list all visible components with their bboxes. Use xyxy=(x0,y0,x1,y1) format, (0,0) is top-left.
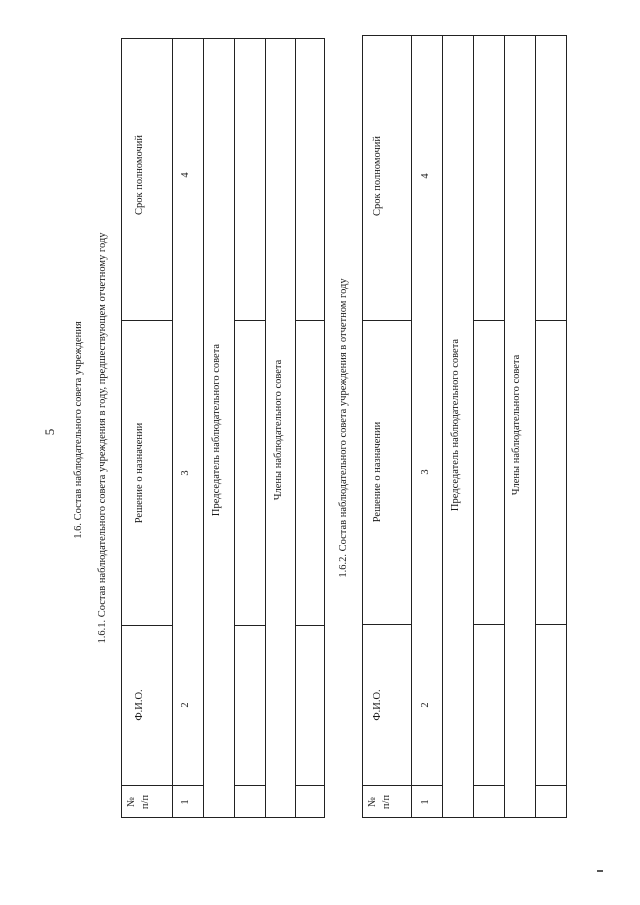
table1-col-num-3: 3 xyxy=(179,470,191,476)
table2-caption: 1.6.2. Состав наблюдательного совета учреждения в отчетном году xyxy=(337,278,349,578)
table1-header-num2: п/п xyxy=(139,794,151,810)
table2-col-num-2: 2 xyxy=(419,702,431,708)
table2-header-decision: Решение о назначении xyxy=(371,421,383,523)
table2-col-num-1: 1 xyxy=(419,799,431,805)
table1-col-num-2: 2 xyxy=(179,702,191,708)
table2-header-num: № xyxy=(366,796,378,808)
section-title: 1.6. Состав наблюдательного совета учреждения xyxy=(72,321,84,539)
table1-col-num-4: 4 xyxy=(179,172,191,178)
table2-chair-label: Председатель наблюдательного совета xyxy=(449,338,461,512)
table1-header-decision: Решение о назначении xyxy=(133,422,145,524)
page-number: 5 xyxy=(42,428,57,436)
table2-col-num-3: 3 xyxy=(419,469,431,475)
table1-header-fio: Ф.И.О. xyxy=(133,689,145,721)
table2-header-num2: п/п xyxy=(380,794,392,810)
table1-header-num: № xyxy=(125,796,137,808)
table1-header-term: Срок полномочий xyxy=(133,134,145,216)
table2-border xyxy=(362,35,567,818)
table2-header-term: Срок полномочий xyxy=(371,135,383,217)
table1-members-label: Члены наблюдательного совета xyxy=(272,359,284,501)
table2-members-label: Члены наблюдательного совета xyxy=(510,354,522,496)
table1-chair-label: Председатель наблюдательного совета xyxy=(210,343,222,517)
table1-caption: 1.6.1. Состав наблюдательного совета учреждения в году, предшествующем отчетному году xyxy=(96,232,108,644)
scan-mark xyxy=(597,870,603,872)
table2-col-num-4: 4 xyxy=(419,173,431,179)
table2-header-fio: Ф.И.О. xyxy=(371,689,383,721)
table1-col-num-1: 1 xyxy=(179,799,191,805)
